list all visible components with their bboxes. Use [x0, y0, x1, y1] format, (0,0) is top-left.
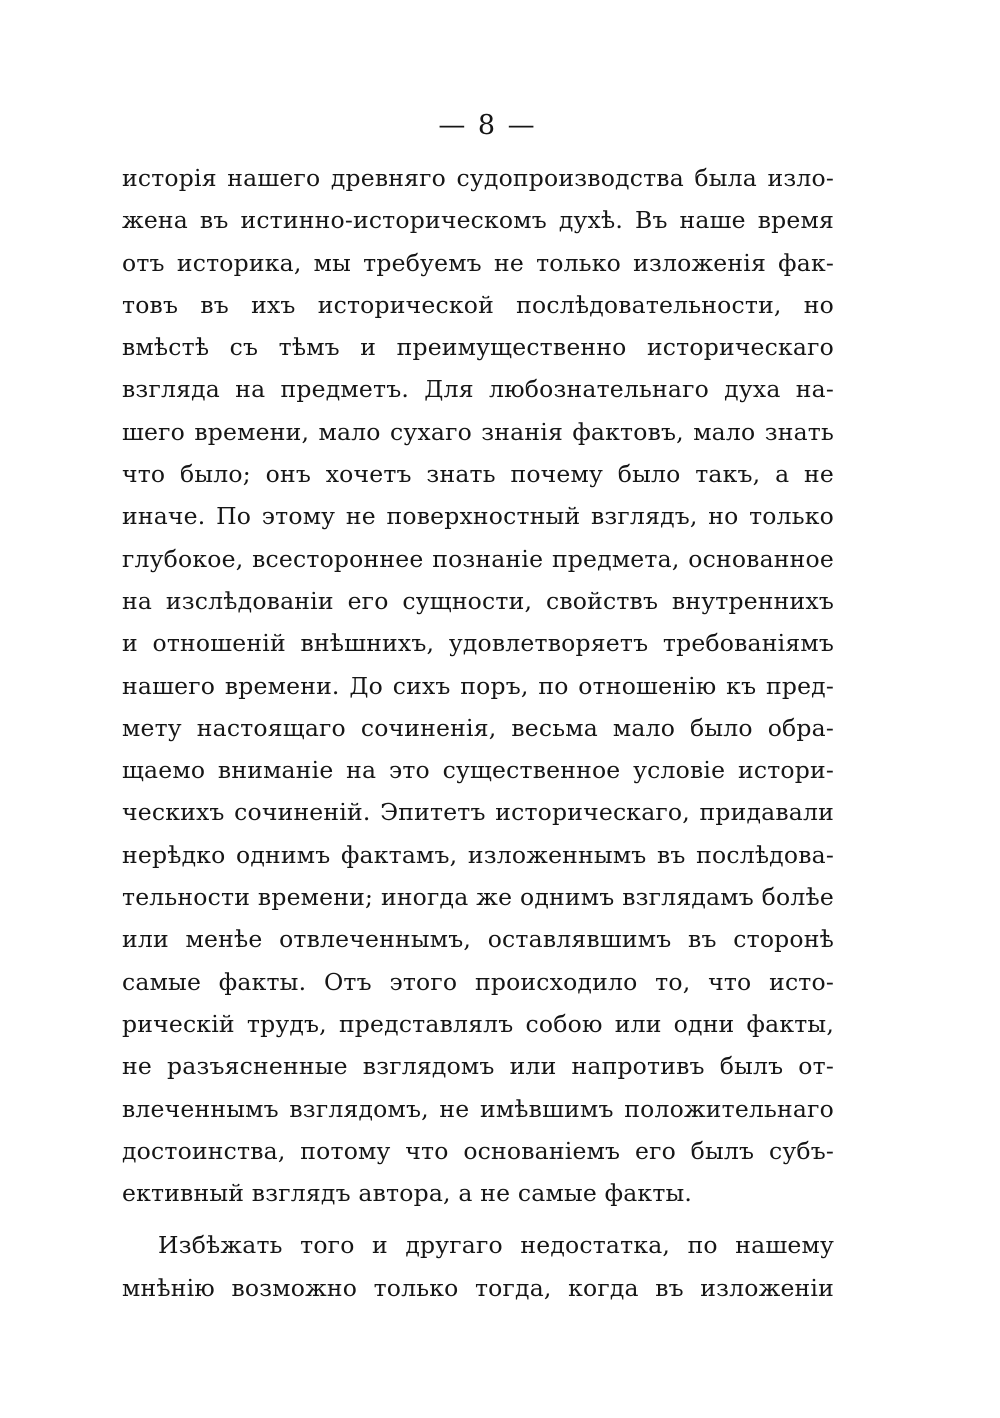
text-line: ческихъ сочиненій. Эпитетъ историческаго, придавали: [122, 798, 834, 827]
text-line: ективный взглядъ автора, а не самые факты.: [122, 1179, 693, 1208]
text-line: Избѣжать того и другаго недостатка, по нашему: [158, 1231, 834, 1260]
text-line: или менѣе отвлеченнымъ, оставлявшимъ въ сторонѣ: [122, 925, 834, 954]
text-line: шего времени, мало сухаго знанія фактовъ, мало знать: [122, 417, 834, 446]
text-line: и отношеній внѣшнихъ, удовлетворяетъ требованіямъ: [122, 629, 834, 658]
text-line: отъ историка, мы требуемъ не только изложенія фак-: [122, 248, 834, 277]
text-line: взгляда на предметъ. Для любознательнаго духа на-: [122, 375, 834, 404]
text-line: достоинства, потому что основаніемъ его былъ субъ-: [122, 1136, 834, 1165]
text-line: товъ въ ихъ исторической послѣдовательности, но: [122, 290, 834, 319]
body-text: [122, 157, 834, 1309]
text-line: на изслѣдованіи его сущности, свойствъ внутреннихъ: [122, 586, 834, 615]
text-line: рическій трудъ, представлялъ собою или одни факты,: [122, 1009, 834, 1038]
text-line: иначе. По этому не поверхностный взглядъ, но только: [122, 502, 834, 531]
text-line: мету настоящаго сочиненія, весьма мало было обра-: [122, 713, 834, 742]
text-line: нерѣдко однимъ фактамъ, изложеннымъ въ послѣдова-: [122, 840, 834, 869]
paragraph-2: [122, 1224, 834, 1309]
text-line: глубокое, всестороннее познаніе предмета, основанное: [122, 544, 834, 573]
text-line: влеченнымъ взглядомъ, не имѣвшимъ положительнаго: [122, 1094, 834, 1123]
text-line: жена въ истинно-историческомъ духѣ. Въ наше время: [122, 206, 834, 235]
page-number: — 8 —: [438, 110, 537, 141]
text-line: вмѣстѣ съ тѣмъ и преимущественно историческаго: [122, 333, 834, 362]
text-line: тельности времени; иногда же однимъ взглядамъ болѣе: [122, 883, 834, 912]
text-line: щаемо вниманіе на это существенное условіе истори-: [122, 756, 834, 785]
paragraph-gap: [122, 1214, 834, 1224]
text-line: что было; онъ хочетъ знать почему было такъ, а не: [122, 460, 834, 489]
text-line: нашего времени. До сихъ поръ, по отношенію къ пред-: [122, 671, 834, 700]
text-line: исторія нашего древняго судопроизводства была изло-: [122, 164, 834, 192]
paragraph-1: [122, 157, 834, 1214]
text-line: самые факты. Отъ этого происходило то, что исто-: [122, 967, 834, 996]
text-line: мнѣнію возможно только тогда, когда въ изложеніи: [122, 1273, 834, 1302]
text-line: не разъясненные взглядомъ или напротивъ былъ от-: [122, 1052, 834, 1081]
